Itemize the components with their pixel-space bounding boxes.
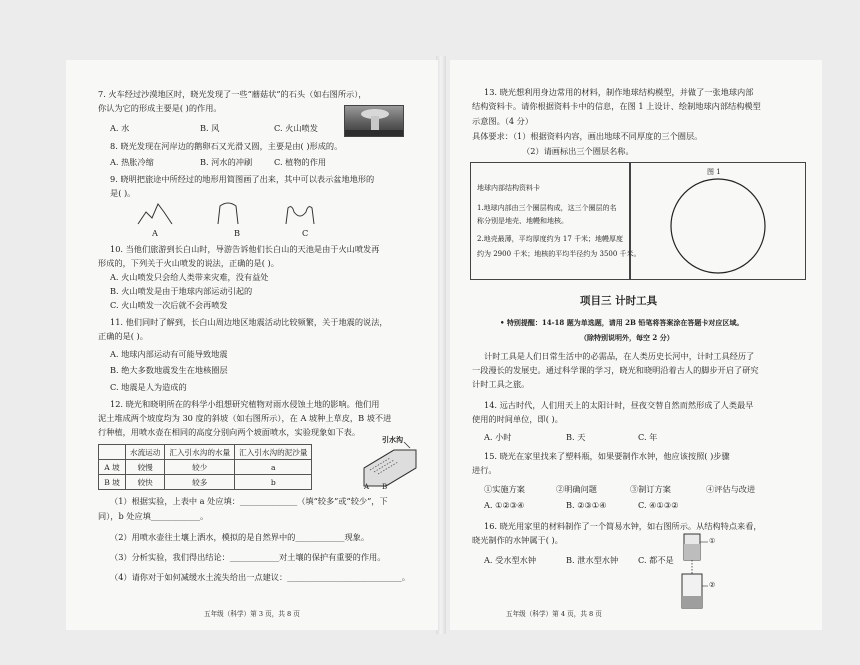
q16-option-c: C. 都不是 bbox=[638, 555, 674, 565]
landform-label-b: B bbox=[234, 228, 241, 238]
q10-text: 形成的，下列关于火山喷发的说法，正确的是( )。 bbox=[98, 258, 279, 268]
table-header-cell: 汇入引水沟的水量 bbox=[165, 445, 235, 460]
q13-requirement: 具体要求：（1）根据资料内容，画出地球不同厚度的三个圈层。 bbox=[472, 131, 703, 141]
q11-text: 正确的是( )。 bbox=[98, 331, 148, 341]
q13-requirement: （2）请画标出三个圈层名称。 bbox=[522, 146, 634, 156]
q14-text: 14. 远古时代，人们用天上的太阳计时，昼夜交替自然而然形成了人类最早 bbox=[484, 400, 754, 410]
table-cell: b bbox=[235, 475, 312, 490]
q10-option-a: A. 火山喷发只会给人类带来灾难，没有益处 bbox=[110, 272, 269, 282]
diagram-label-channel: 引水沟 bbox=[382, 435, 403, 444]
q12-sub3: （3）分析实验，我们得出结论：____________对土壤的保护有重要的作用。 bbox=[110, 552, 386, 562]
clock-mark-2: ② bbox=[709, 581, 716, 589]
q7-option-c: C. 火山喷发 bbox=[274, 123, 318, 133]
figure-label: 图 1 bbox=[707, 168, 721, 176]
q8-option-a: A. 热胀冷缩 bbox=[110, 157, 154, 167]
intro-text: 一段漫长的发展史。通过科学课的学习，晓光和晓明沿着古人的脚步开启了研究 bbox=[472, 365, 759, 375]
q7-option-b: B. 风 bbox=[200, 123, 220, 133]
q11-text: 11. 他们同时了解到，长白山周边地区地震活动比较频繁，关于地震的说法， bbox=[110, 317, 388, 327]
q11-option-a: A. 地球内部运动有可能导致地震 bbox=[110, 349, 228, 359]
left-page bbox=[66, 60, 438, 630]
q14-option-b: B. 天 bbox=[566, 432, 586, 442]
table-cell: B 坡 bbox=[99, 475, 126, 490]
figure-box bbox=[630, 162, 806, 280]
table-cell: 较慢 bbox=[126, 460, 165, 475]
q12-text: 12. 晓光和晓明所在的科学小组想研究植物对雨水侵蚀土地的影响。他们用 bbox=[110, 399, 380, 409]
q12-sub1: （1）根据实验，上表中 a 处应填：______________（填“较多”或“较少”，下 bbox=[110, 496, 388, 506]
q15-option-a: A. ①②③④ bbox=[484, 500, 525, 510]
table-header-cell: 汇入引水沟的泥沙量 bbox=[235, 445, 312, 460]
q12-sub4: （4）请你对于如何减缓水土流失给出一点建议：____________________________。 bbox=[110, 572, 410, 582]
q13-text: 示意图。（4 分） bbox=[472, 116, 534, 126]
clock-mark-1: ① bbox=[709, 537, 716, 545]
q15-option-b: B. ②③①④ bbox=[566, 500, 607, 510]
q8-option-b: B. 河水的冲刷 bbox=[200, 157, 253, 167]
q16-text: 晓光制作的水钟属于( )。 bbox=[472, 535, 563, 545]
q14-option-c: C. 年 bbox=[638, 432, 658, 442]
q8-text: 8. 晓光发现在河岸边的鹅卵石又光滑又圆，主要是由( )形成的。 bbox=[110, 141, 343, 151]
q7-text: 你认为它的形成主要是( )的作用。 bbox=[98, 103, 222, 113]
q13-text: 13. 晓光想利用身边常用的材料，制作地球结构模型，并做了一张地球内部 bbox=[484, 87, 754, 97]
q12-sub2: （2）用喷水壶往土壤上洒水，模拟的是自然界中的____________现象。 bbox=[110, 532, 370, 542]
earth-circle bbox=[669, 177, 767, 275]
q10-option-c: C. 火山喷发一次后就不会再喷发 bbox=[110, 300, 228, 310]
q9-text: 9. 晓明把旅途中所经过的地形用简图画了出来，其中可以表示盆地地形的 bbox=[110, 174, 375, 184]
intro-text: 计时工具之旅。 bbox=[472, 379, 530, 389]
table-cell: 较多 bbox=[165, 475, 235, 490]
q15-option-c: C. ④①③② bbox=[638, 500, 679, 510]
q8-option-c: C. 植物的作用 bbox=[274, 157, 327, 167]
q16-option-b: B. 泄水型水钟 bbox=[566, 555, 619, 565]
q9-text: 是( )。 bbox=[110, 188, 136, 198]
q10-option-b: B. 火山喷发是由于地球内部运动引起的 bbox=[110, 286, 253, 296]
q10-text: 10. 当他们旅游到长白山时，导游告诉他们长白山的天池是由于火山喷发再 bbox=[110, 244, 380, 254]
card-line: 称分别是地壳、地幔和地核。 bbox=[477, 217, 568, 225]
q15-step: ①实施方案 bbox=[484, 484, 525, 494]
q14-option-a: A. 小时 bbox=[484, 432, 512, 442]
experiment-table bbox=[98, 444, 312, 490]
notice-text: （除特别说明外，每空 2 分） bbox=[580, 333, 674, 342]
right-page bbox=[450, 60, 822, 630]
table-cell: 较少 bbox=[165, 460, 235, 475]
q7-option-a: A. 水 bbox=[110, 123, 130, 133]
q15-step: ③制订方案 bbox=[630, 484, 671, 494]
q15-step: ④评估与改进 bbox=[706, 484, 756, 494]
q12-sub1-cont: 同），b 处应填____________。 bbox=[98, 511, 209, 521]
notice-text: • 特别提醒：14-18 题为单选题，请用 2B 铅笔将答案涂在答题卡对应区域。 bbox=[500, 318, 744, 327]
diagram-label-b: B bbox=[382, 483, 388, 491]
table-cell: 较快 bbox=[126, 475, 165, 490]
mushroom-rock-photo bbox=[344, 105, 404, 137]
q11-option-b: B. 绝大多数地震发生在地核圈层 bbox=[110, 365, 228, 375]
table-cell: A 坡 bbox=[99, 460, 126, 475]
q16-option-a: A. 受水型水钟 bbox=[484, 555, 537, 565]
table-header-cell bbox=[99, 445, 126, 460]
table-row bbox=[99, 475, 312, 490]
table-header-cell: 水流运动 bbox=[126, 445, 165, 460]
q11-option-c: C. 地震是人为造成的 bbox=[110, 382, 187, 392]
page-footer: 五年级（科学）第 4 页，共 8 页 bbox=[506, 610, 602, 618]
table-cell: a bbox=[235, 460, 312, 475]
q12-text: 泥土堆成两个坡度均为 30 度的斜坡（如右图所示），在 A 坡种上草皮，B 坡不进 bbox=[98, 413, 392, 423]
diagram-label-a: A bbox=[364, 483, 370, 491]
q12-text: 行种植，用喷水壶在相同的高度分别向两个坡面喷水，实验现象如下表。 bbox=[98, 427, 361, 437]
landform-label-c: C bbox=[302, 228, 309, 238]
q16-text: 16. 晓光用家里的材料制作了一个简易水钟，如右图所示。从结构特点来看， bbox=[484, 521, 762, 531]
landform-label-a: A bbox=[152, 228, 158, 238]
card-line: 1.地球内部由三个圈层构成，这三个圈层的名 bbox=[477, 204, 617, 212]
card-title: 地球内部结构资料卡 bbox=[477, 184, 540, 192]
page-footer: 五年级（科学）第 3 页，共 8 页 bbox=[204, 610, 300, 618]
q7-text: 7. 火车经过沙漠地区时，晓光发现了一些“蘑菇状”的石头（如右图所示）， bbox=[98, 89, 367, 99]
card-line: 2.地壳最薄，平均厚度约为 17 千米；地幔厚度 bbox=[477, 235, 624, 243]
section-title: 项目三 计时工具 bbox=[580, 295, 658, 307]
q14-text: 使用的时间单位，即( )。 bbox=[472, 414, 563, 424]
q15-text: 15. 晓光在家里找来了塑料瓶，如果要制作水钟，他应该按照( )步骤 bbox=[484, 451, 730, 461]
q15-step: ②明确问题 bbox=[556, 484, 597, 494]
intro-text: 计时工具是人们日常生活中的必需品，在人类历史长河中，计时工具经历了 bbox=[484, 351, 755, 361]
q15-text: 进行。 bbox=[472, 465, 497, 475]
q13-text: 结构资料卡。请你根据资料卡中的信息，在图 1 上设计、绘制地球内部结构模型 bbox=[472, 101, 761, 111]
card-line: 约为 2900 千米；地核的平均半径约为 3500 千米。 bbox=[477, 250, 641, 258]
table-header-row bbox=[99, 445, 312, 460]
table-row bbox=[99, 460, 312, 475]
data-card bbox=[470, 162, 641, 280]
